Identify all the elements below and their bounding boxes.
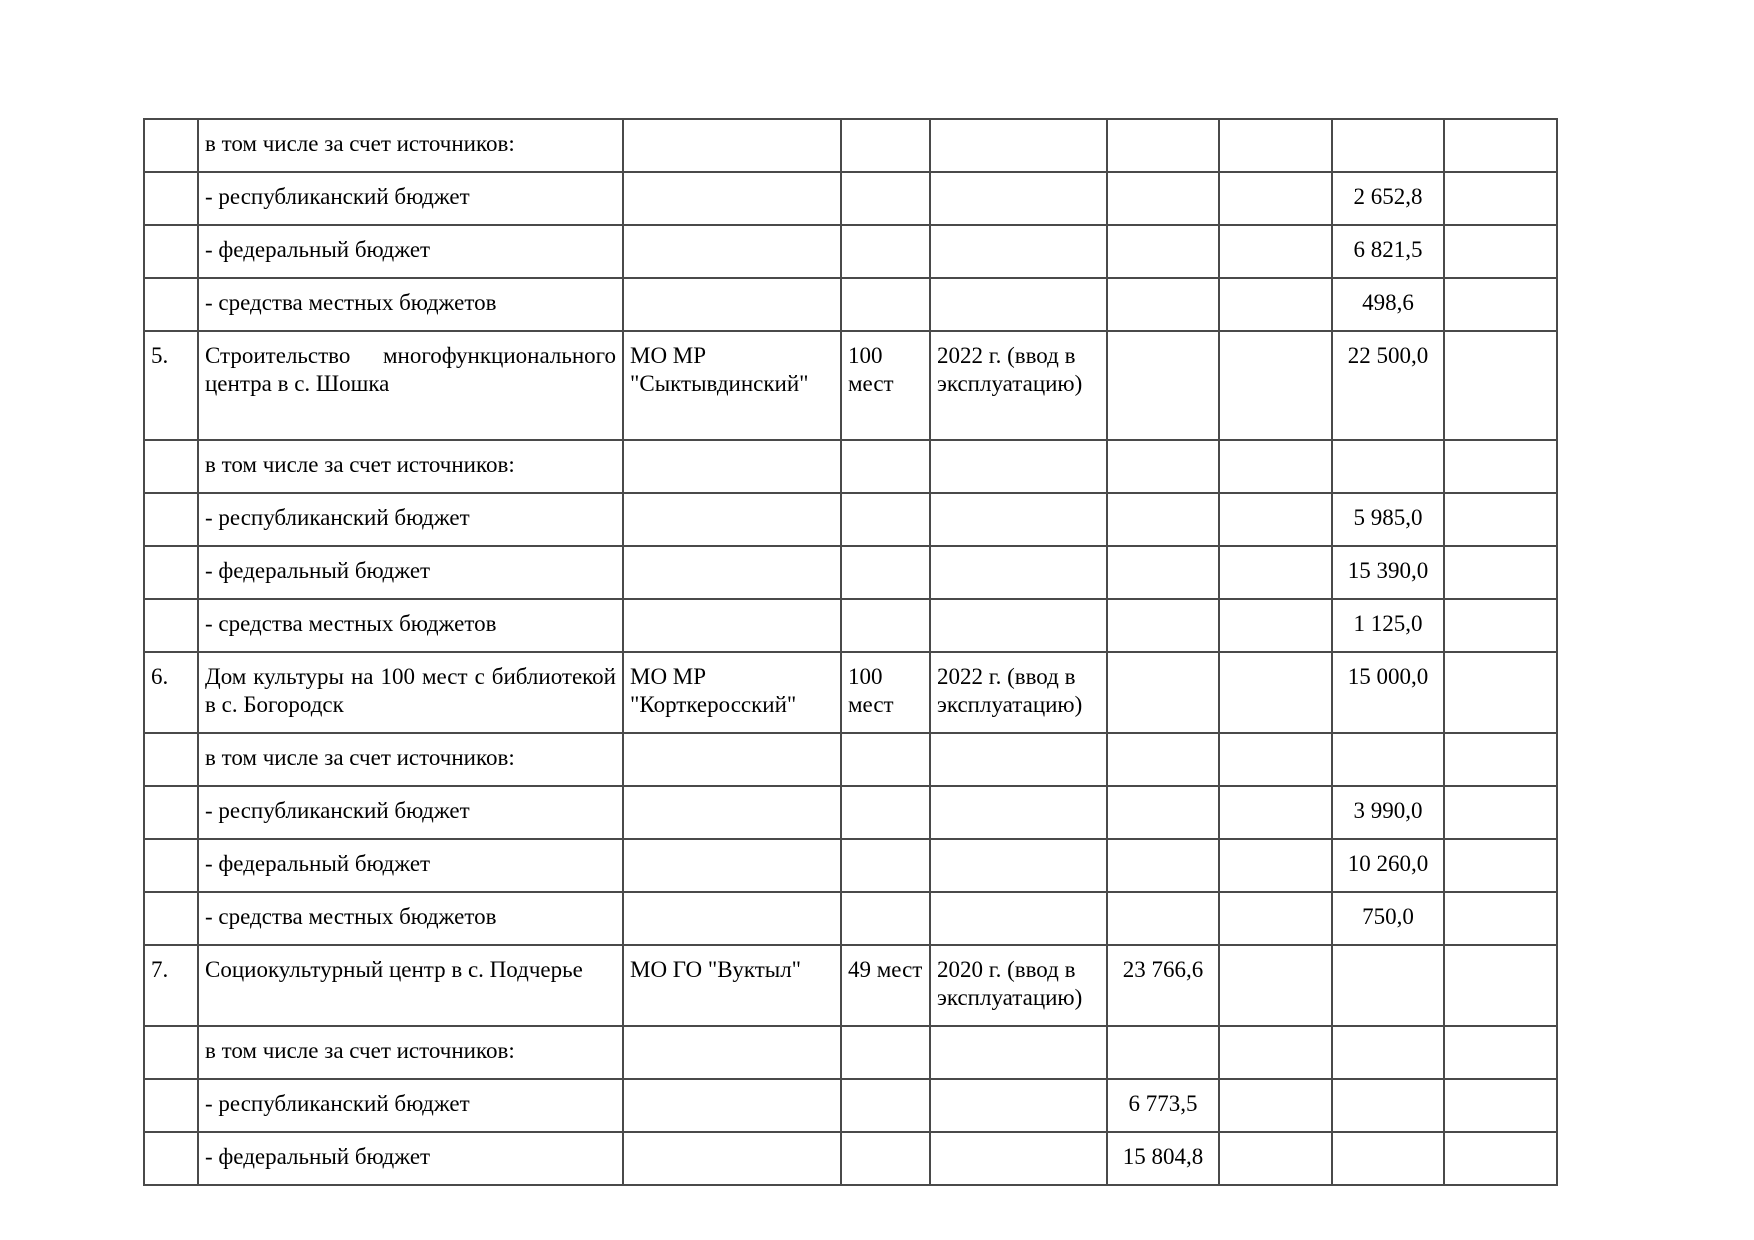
cell-amount-col8: 6 821,5 — [1332, 225, 1444, 278]
cell-amount-col9 — [1444, 440, 1557, 493]
cell-amount-col9 — [1444, 786, 1557, 839]
cell-term — [930, 839, 1107, 892]
cell-object-name: в том числе за счет источников: — [198, 119, 623, 172]
cell-amount-col8: 2 652,8 — [1332, 172, 1444, 225]
cell-term — [930, 440, 1107, 493]
cell-capacity: 49 мест — [841, 945, 930, 1026]
cell-capacity — [841, 440, 930, 493]
cell-amount-col9 — [1444, 172, 1557, 225]
cell-amount-col9 — [1444, 733, 1557, 786]
cell-municipality — [623, 599, 841, 652]
cell-object-name: в том числе за счет источников: — [198, 1026, 623, 1079]
cell-amount-col8: 498,6 — [1332, 278, 1444, 331]
cell-capacity — [841, 119, 930, 172]
cell-municipality — [623, 892, 841, 945]
cell-number — [144, 892, 198, 945]
cell-number — [144, 786, 198, 839]
cell-amount-col6 — [1107, 172, 1219, 225]
cell-amount-col6 — [1107, 839, 1219, 892]
cell-amount-col9 — [1444, 599, 1557, 652]
table-row — [144, 172, 1557, 225]
cell-municipality — [623, 786, 841, 839]
cell-object-name: - республиканский бюджет — [198, 1079, 623, 1132]
cell-term — [930, 546, 1107, 599]
cell-capacity — [841, 493, 930, 546]
cell-object-name: Дом культуры на 100 мест с библиотекой в с. Богородск — [198, 652, 623, 733]
table-row — [144, 652, 1557, 733]
cell-amount-col9 — [1444, 1079, 1557, 1132]
cell-amount-col7 — [1219, 278, 1332, 331]
cell-amount-col6 — [1107, 599, 1219, 652]
cell-amount-col9 — [1444, 331, 1557, 440]
cell-municipality — [623, 733, 841, 786]
cell-capacity — [841, 892, 930, 945]
cell-term — [930, 599, 1107, 652]
cell-amount-col9 — [1444, 839, 1557, 892]
cell-term: 2020 г. (ввод в эксплуатацию) — [930, 945, 1107, 1026]
cell-amount-col6: 15 804,8 — [1107, 1132, 1219, 1185]
funding-table — [143, 118, 1558, 1186]
cell-capacity: 100 мест — [841, 331, 930, 440]
cell-amount-col6 — [1107, 331, 1219, 440]
cell-amount-col9 — [1444, 1026, 1557, 1079]
cell-amount-col8 — [1332, 1132, 1444, 1185]
cell-amount-col9 — [1444, 892, 1557, 945]
cell-capacity — [841, 172, 930, 225]
cell-amount-col7 — [1219, 493, 1332, 546]
cell-term — [930, 119, 1107, 172]
cell-municipality: МО МР "Сыктывдинский" — [623, 331, 841, 440]
cell-object-name: - республиканский бюджет — [198, 172, 623, 225]
cell-amount-col6 — [1107, 786, 1219, 839]
cell-amount-col8: 5 985,0 — [1332, 493, 1444, 546]
cell-amount-col9 — [1444, 225, 1557, 278]
cell-municipality — [623, 493, 841, 546]
cell-number: 6. — [144, 652, 198, 733]
cell-capacity — [841, 1132, 930, 1185]
cell-amount-col7 — [1219, 599, 1332, 652]
cell-municipality — [623, 1132, 841, 1185]
cell-amount-col9 — [1444, 652, 1557, 733]
cell-object-name: Социокультурный центр в с. Подчерье — [198, 945, 623, 1026]
cell-amount-col6 — [1107, 225, 1219, 278]
table-row — [144, 225, 1557, 278]
cell-number — [144, 1079, 198, 1132]
cell-amount-col8 — [1332, 945, 1444, 1026]
cell-number — [144, 225, 198, 278]
table-row — [144, 119, 1557, 172]
cell-capacity — [841, 786, 930, 839]
cell-amount-col8: 15 000,0 — [1332, 652, 1444, 733]
cell-amount-col9 — [1444, 546, 1557, 599]
cell-amount-col8: 3 990,0 — [1332, 786, 1444, 839]
cell-capacity — [841, 733, 930, 786]
cell-object-name: - федеральный бюджет — [198, 546, 623, 599]
cell-term — [930, 225, 1107, 278]
cell-amount-col7 — [1219, 652, 1332, 733]
table-row — [144, 892, 1557, 945]
cell-municipality — [623, 1026, 841, 1079]
table-row — [144, 786, 1557, 839]
cell-amount-col8: 750,0 — [1332, 892, 1444, 945]
cell-object-name: - федеральный бюджет — [198, 225, 623, 278]
table-row — [144, 1132, 1557, 1185]
cell-amount-col8: 10 260,0 — [1332, 839, 1444, 892]
cell-object-name: - федеральный бюджет — [198, 1132, 623, 1185]
cell-amount-col6 — [1107, 1026, 1219, 1079]
cell-object-name: - республиканский бюджет — [198, 786, 623, 839]
cell-number: 7. — [144, 945, 198, 1026]
cell-amount-col7 — [1219, 892, 1332, 945]
cell-amount-col9 — [1444, 1132, 1557, 1185]
cell-amount-col8: 1 125,0 — [1332, 599, 1444, 652]
cell-object-name: - средства местных бюджетов — [198, 599, 623, 652]
cell-amount-col7 — [1219, 331, 1332, 440]
cell-amount-col8: 22 500,0 — [1332, 331, 1444, 440]
cell-term: 2022 г. (ввод в эксплуатацию) — [930, 331, 1107, 440]
cell-amount-col7 — [1219, 945, 1332, 1026]
cell-capacity — [841, 839, 930, 892]
cell-capacity — [841, 225, 930, 278]
cell-municipality — [623, 172, 841, 225]
cell-amount-col8: 15 390,0 — [1332, 546, 1444, 599]
table-row — [144, 1026, 1557, 1079]
cell-amount-col6: 23 766,6 — [1107, 945, 1219, 1026]
cell-amount-col8 — [1332, 1079, 1444, 1132]
cell-amount-col9 — [1444, 493, 1557, 546]
table-row — [144, 733, 1557, 786]
cell-municipality — [623, 278, 841, 331]
cell-number — [144, 172, 198, 225]
cell-amount-col7 — [1219, 1026, 1332, 1079]
cell-amount-col6 — [1107, 278, 1219, 331]
cell-amount-col7 — [1219, 786, 1332, 839]
cell-capacity: 100 мест — [841, 652, 930, 733]
cell-amount-col9 — [1444, 119, 1557, 172]
table-row — [144, 493, 1557, 546]
cell-amount-col7 — [1219, 546, 1332, 599]
cell-amount-col6 — [1107, 652, 1219, 733]
cell-number — [144, 1026, 198, 1079]
cell-number — [144, 733, 198, 786]
cell-amount-col8 — [1332, 440, 1444, 493]
cell-amount-col7 — [1219, 1132, 1332, 1185]
cell-capacity — [841, 1026, 930, 1079]
table-row — [144, 945, 1557, 1026]
cell-object-name: - федеральный бюджет — [198, 839, 623, 892]
cell-amount-col7 — [1219, 1079, 1332, 1132]
table-body — [144, 119, 1557, 1185]
cell-number — [144, 839, 198, 892]
table-row — [144, 599, 1557, 652]
cell-amount-col6 — [1107, 440, 1219, 493]
cell-capacity — [841, 1079, 930, 1132]
cell-amount-col9 — [1444, 945, 1557, 1026]
cell-object-name: - средства местных бюджетов — [198, 278, 623, 331]
cell-amount-col6 — [1107, 892, 1219, 945]
table-row — [144, 839, 1557, 892]
cell-object-name: Строительство многофункционального центра в с. Шошка — [198, 331, 623, 440]
cell-number — [144, 546, 198, 599]
table-row — [144, 546, 1557, 599]
table-row — [144, 1079, 1557, 1132]
cell-amount-col7 — [1219, 733, 1332, 786]
cell-amount-col7 — [1219, 172, 1332, 225]
cell-object-name: в том числе за счет источников: — [198, 733, 623, 786]
cell-amount-col6 — [1107, 493, 1219, 546]
cell-term — [930, 1026, 1107, 1079]
cell-term — [930, 278, 1107, 331]
cell-municipality — [623, 119, 841, 172]
cell-term — [930, 172, 1107, 225]
cell-amount-col9 — [1444, 278, 1557, 331]
cell-term — [930, 786, 1107, 839]
cell-term — [930, 1132, 1107, 1185]
cell-municipality: МО МР "Корткеросский" — [623, 652, 841, 733]
cell-number: 5. — [144, 331, 198, 440]
cell-municipality — [623, 546, 841, 599]
cell-municipality — [623, 839, 841, 892]
table-row — [144, 440, 1557, 493]
cell-municipality — [623, 1079, 841, 1132]
cell-term — [930, 733, 1107, 786]
cell-object-name: - средства местных бюджетов — [198, 892, 623, 945]
cell-number — [144, 440, 198, 493]
cell-municipality — [623, 225, 841, 278]
cell-number — [144, 1132, 198, 1185]
cell-object-name: - республиканский бюджет — [198, 493, 623, 546]
cell-object-name: в том числе за счет источников: — [198, 440, 623, 493]
cell-amount-col6 — [1107, 546, 1219, 599]
table-row — [144, 331, 1557, 440]
cell-amount-col7 — [1219, 440, 1332, 493]
cell-term: 2022 г. (ввод в эксплуатацию) — [930, 652, 1107, 733]
cell-number — [144, 599, 198, 652]
cell-municipality: МО ГО "Вуктыл" — [623, 945, 841, 1026]
cell-term — [930, 493, 1107, 546]
cell-term — [930, 1079, 1107, 1132]
cell-amount-col7 — [1219, 119, 1332, 172]
cell-amount-col6 — [1107, 733, 1219, 786]
cell-amount-col7 — [1219, 839, 1332, 892]
cell-amount-col7 — [1219, 225, 1332, 278]
cell-number — [144, 278, 198, 331]
cell-amount-col6: 6 773,5 — [1107, 1079, 1219, 1132]
cell-amount-col8 — [1332, 1026, 1444, 1079]
cell-amount-col8 — [1332, 119, 1444, 172]
cell-municipality — [623, 440, 841, 493]
cell-capacity — [841, 278, 930, 331]
cell-amount-col6 — [1107, 119, 1219, 172]
table-row — [144, 278, 1557, 331]
cell-number — [144, 493, 198, 546]
cell-capacity — [841, 599, 930, 652]
cell-capacity — [841, 546, 930, 599]
cell-amount-col8 — [1332, 733, 1444, 786]
cell-number — [144, 119, 198, 172]
cell-term — [930, 892, 1107, 945]
